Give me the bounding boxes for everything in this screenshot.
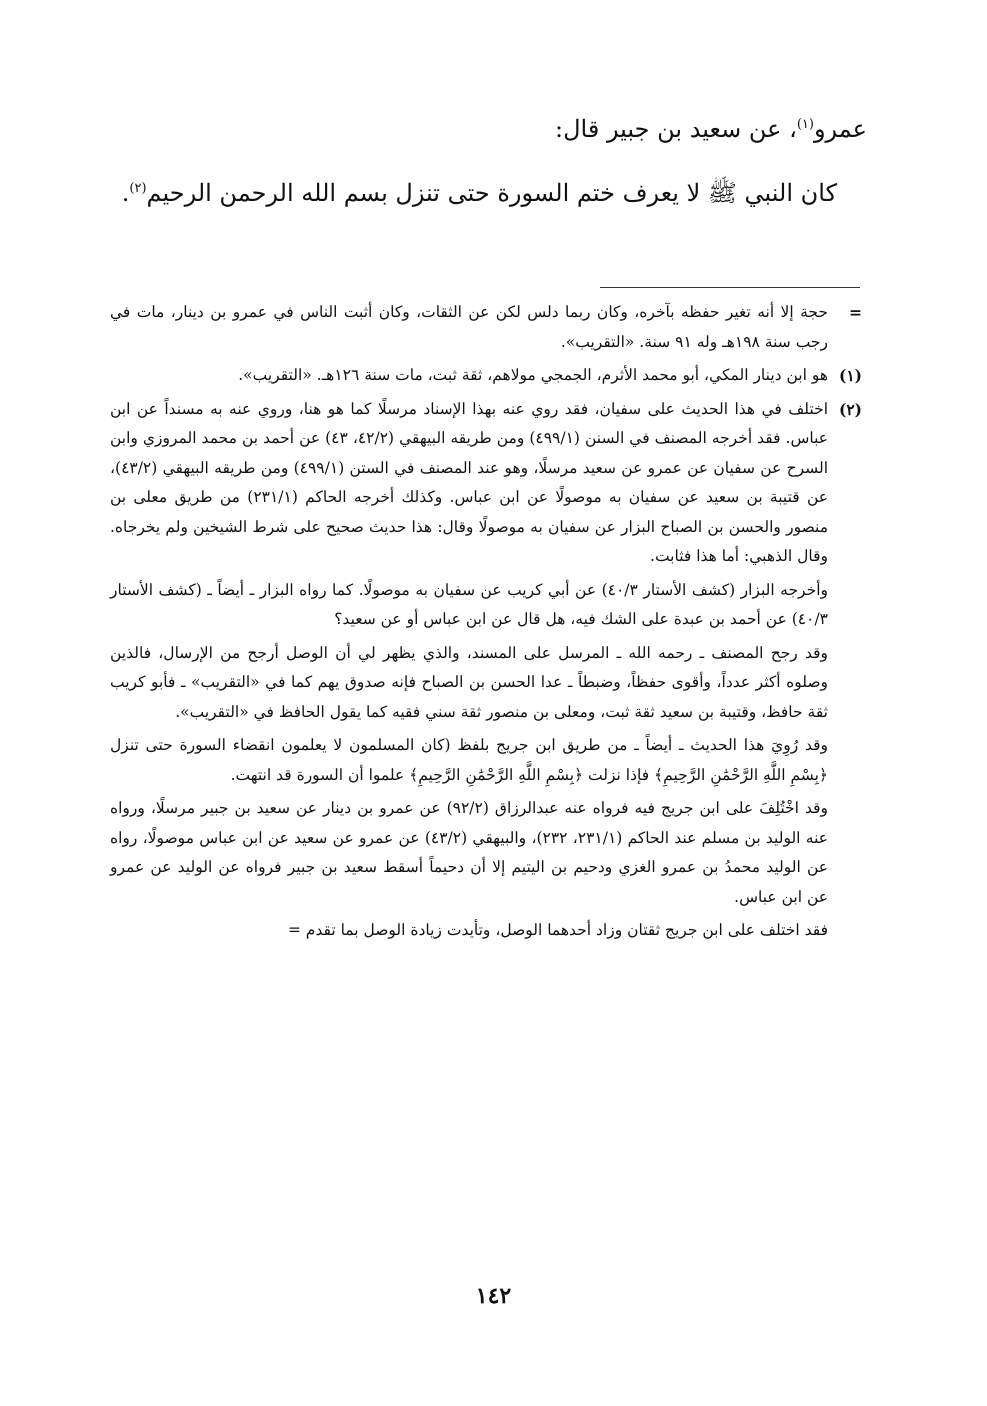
- main-paragraph-text: كان النبي ﷺ لا يعرف ختم السورة حتى تنزل بسم الله الرحمن الرحيم: [146, 179, 837, 207]
- footnote-2-paragraph-4: وقد رُوِيَ هذا الحديث ـ أيضاً ـ من طريق ابن جريج بلفظ (كان المسلمون لا يعلمون انقضاء السورة حتى تنزل ﴿بِسْمِ اللَّهِ الرَّحْمَٰنِ الرَّحِيمِ﴾ فإذا نزلت ﴿بِسْمِ اللَّهِ الرَّحْمَٰنِ الرَّحِيمِ﴾ علموا أن السورة قد انتهت.: [110, 736, 828, 784]
- footnote-2-paragraph-3: وقد رجح المصنف ـ رحمه الله ـ المرسل على المسند، والذي يظهر لي أن الوصل أرجح من الإرسال، فالذين وصلوه أكثر عدداً، وأقوى حفظاً، وضبطاً ـ عدا الحسن بن الصباح فإنه صدوق يهم كما في «التقريب» ـ فأبو كريب ثقة حافظ، وقتيبة بن سعيد ثقة ثبت، ومعلى بن منصور ثقة سني فقيه كما يقول الحافظ في «التقريب».: [110, 643, 828, 721]
- main-line-1-rest: ، عن سعيد بن جبير قال:: [555, 115, 797, 143]
- footnote-2: [110, 395, 862, 572]
- footnote-1: [110, 361, 862, 391]
- continuation-text: حجة إلا أنه تغير حفظه بآخره، وكان ربما دلس لكن عن الثقات، وكان أثبت الناس في عمرو بن دينار، مات في رجب سنة ١٩٨هـ وله ٩١ سنة. «التقريب».: [110, 303, 828, 351]
- footnote-continuation: [110, 298, 862, 357]
- footnote-2-paragraph-1: اختلف في هذا الحديث على سفيان، فقد روي عنه بهذا الإسناد مرسلًا كما هو هنا، وروي عنه به مسنداً عن ابن عباس. فقد أخرجه المصنف في السنن (٤٩٩/١) ومن طريقه البيهقي (٤٢/٢، ٤٣) عن أحمد بن محمد المروزي وابن السرح عن سفيان عن عمرو عن سعيد مرسلًا، وهو عند المصنف في الستن (٤٩٩/١) ومن طريقه البيهقي (٤٣/٢)، عن قتيبة بن سعيد عن سفيان به موصولًا عن ابن عباس. وكذلك أخرجه الحاكم (٢٣١/١) من طريق معلى بن منصور والحسن بن الصباح البزار عن سفيان به موصولًا وقال: هذا حديث صحيح على شرط الشيخين ولم يخرجاه. وقال الذهبي: أما هذا فثابت.: [110, 399, 829, 565]
- footnote-ref-1: (١): [796, 117, 814, 132]
- footnote-1-text: هو ابن دينار المكي، أبو محمد الأثرم، الجمجي مولاهم، ثقة ثبت، مات سنة ١٢٦هـ. «التقريب».: [238, 366, 828, 384]
- footnote-2-paragraph-6: فقد اختلف على ابن جريج ثقتان وزاد أحدهما الوصل، وتأيدت زيادة الوصل بما تقدم =: [287, 921, 828, 939]
- main-line-1-text: عمرو: [813, 115, 867, 143]
- main-paragraph-end: .: [121, 179, 130, 207]
- footnotes: [110, 298, 862, 950]
- continuation-mark: =: [849, 303, 862, 322]
- main-paragraph: [115, 169, 867, 217]
- footnote-ref-2: (٢): [129, 181, 147, 196]
- main-line-1: [115, 105, 867, 153]
- footnote-2-mark: (٢): [838, 399, 862, 419]
- footnote-2-paragraph-2: وأخرجه البزار (كشف الأستار ٤٠/٣) عن أبي كريب عن سفيان به موصولًا. كما رواه البزار ـ أيضاً ـ (كشف الأستار ٤٠/٣) عن أحمد بن عبدة على الشك فيه، هل قال عن ابن عباس أو عن سعيد؟: [110, 580, 828, 628]
- footnote-separator: [600, 287, 860, 288]
- page-number: ١٤٢: [475, 1283, 512, 1309]
- footnote-2-paragraph-5: وقد اخْتُلِفَ على ابن جريج فيه فرواه عنه عبدالرزاق (٩٢/٢) عن عمرو بن دينار عن سعيد بن جبير مرسلًا، ورواه عنه الوليد بن مسلم عند الحاكم (٢٣١/١، ٢٣٢)، والبيهقي (٤٣/٢) عن عمرو عن سعيد عن ابن عباس موصولًا، رواه عن الوليد محمدُ بن عمرو الغزي ودحيم بن اليتيم إلا أن دحيماً أسقط سعيد بن جبير فرواه عن الوليد عن عمرو عن ابن عباس.: [110, 799, 828, 906]
- footnote-1-mark: (١): [838, 366, 862, 385]
- main-text: [115, 105, 867, 217]
